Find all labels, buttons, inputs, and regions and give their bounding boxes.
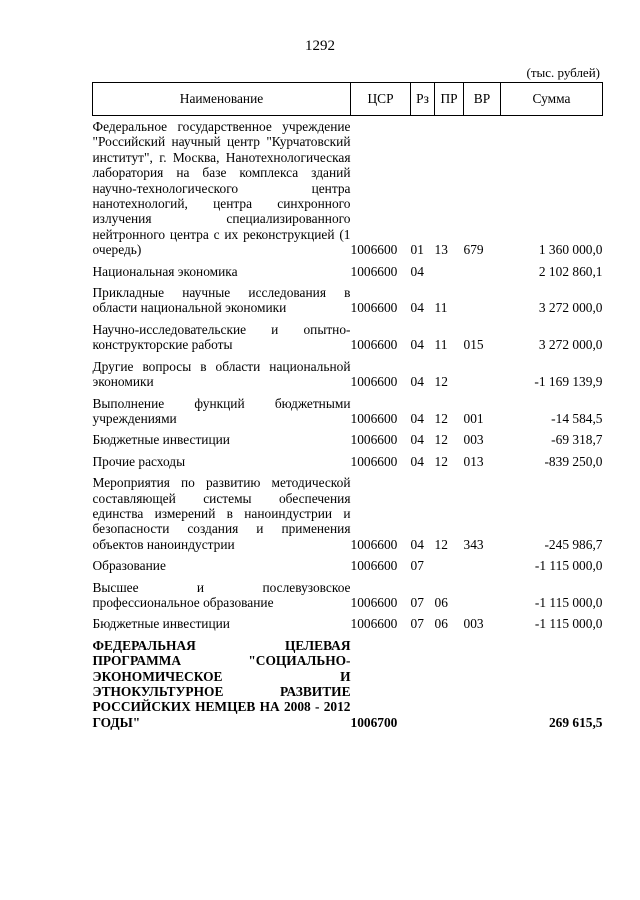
row-rz: 04 [410, 374, 424, 390]
header-sum: Сумма [501, 83, 603, 116]
row-name: Образование [92, 558, 166, 574]
row-csr: 1006600 [350, 616, 398, 632]
budget-table [92, 82, 603, 730]
table-row [93, 353, 603, 390]
row-vr: 001 [463, 410, 484, 426]
table-row [93, 448, 603, 469]
row-name: Бюджетные инвестиции [92, 432, 230, 448]
row-pr: 11 [434, 337, 448, 353]
row-vr [464, 258, 501, 279]
row-pr: 12 [434, 453, 448, 469]
row-name: Прочие расходы [92, 453, 186, 469]
row-pr: 12 [434, 432, 448, 448]
row-csr: 1006600 [350, 374, 398, 390]
header-pr: ПР [435, 83, 464, 116]
row-name: Национальная экономика [92, 263, 238, 279]
units-label: (тыс. рублей) [526, 65, 600, 80]
row-pr: 13 [434, 242, 448, 258]
row-csr: 1006600 [350, 410, 398, 426]
row-csr: 1006600 [350, 453, 398, 469]
row-name: ФЕДЕРАЛЬНАЯ ЦЕЛЕВАЯ ПРОГРАММА "СОЦИАЛЬНО-ЭКОНОМИЧЕСКОЕ И ЭТНОКУЛЬТУРНОЕ РАЗВИТИЕ РОССИЙСКИХ НЕМЦЕВ НА 2008 - 2012 ГОДЫ" [92, 637, 351, 730]
row-csr: 1006600 [350, 300, 398, 316]
row-csr: 1006700 [350, 714, 398, 730]
table-row [93, 469, 603, 552]
row-sum: -14 584,5 [551, 410, 603, 426]
table-row [93, 316, 603, 353]
row-pr: 12 [434, 374, 448, 390]
row-rz: 07 [410, 616, 424, 632]
row-rz: 04 [410, 300, 424, 316]
header-vr: ВР [464, 83, 501, 116]
row-vr: 003 [463, 616, 484, 632]
header-name: Наименование [93, 83, 351, 116]
row-pr [435, 552, 464, 573]
row-vr [464, 552, 501, 573]
table-row [93, 574, 603, 611]
row-vr: 343 [463, 536, 484, 552]
row-sum: -69 318,7 [551, 432, 603, 448]
row-pr: 06 [434, 616, 448, 632]
row-pr: 06 [434, 594, 448, 610]
row-pr [435, 632, 464, 730]
row-name: Высшее и послевузовское профессиональное образование [92, 579, 351, 610]
row-vr: 003 [463, 432, 484, 448]
row-rz: 01 [410, 242, 424, 258]
row-rz: 07 [410, 558, 424, 574]
row-name: Бюджетные инвестиции [92, 616, 230, 632]
table-row [93, 426, 603, 447]
row-csr: 1006600 [350, 337, 398, 353]
row-vr: 679 [463, 242, 484, 258]
row-rz [411, 632, 435, 730]
row-name: Выполнение функций бюджетными учреждениями [92, 395, 351, 426]
row-pr [435, 258, 464, 279]
row-vr [464, 632, 501, 730]
row-name: Научно-исследовательские и опытно-конструкторские работы [92, 321, 351, 353]
table-row [93, 390, 603, 427]
row-pr: 12 [434, 536, 448, 552]
row-sum: -1 115 000,0 [534, 558, 603, 574]
row-csr: 1006600 [350, 432, 398, 448]
table-row [93, 610, 603, 631]
row-name: Другие вопросы в области национальной экономики [92, 358, 351, 390]
row-rz: 04 [410, 337, 424, 353]
row-csr: 1006600 [350, 536, 398, 552]
row-rz: 04 [410, 536, 424, 552]
header-row [93, 83, 603, 116]
row-vr: 015 [463, 337, 484, 353]
row-rz: 04 [410, 410, 424, 426]
table-row [93, 632, 603, 730]
row-csr: 1006600 [350, 594, 398, 610]
row-sum: 269 615,5 [548, 714, 603, 730]
page-number: 1292 [305, 38, 335, 54]
row-rz: 07 [410, 594, 424, 610]
row-name: Прикладные научные исследования в области национальной экономики [92, 285, 351, 316]
row-sum: 2 102 860,1 [538, 263, 603, 279]
row-sum: -839 250,0 [544, 453, 603, 469]
row-csr: 1006600 [350, 263, 398, 279]
table-row [93, 258, 603, 279]
row-pr: 11 [434, 300, 448, 316]
row-rz: 04 [410, 263, 424, 279]
row-rz: 04 [410, 432, 424, 448]
table-header [93, 83, 603, 116]
row-sum: -1 169 139,9 [534, 374, 603, 390]
header-csr: ЦСР [351, 83, 411, 116]
table-row [93, 116, 603, 258]
row-csr: 1006600 [350, 558, 398, 574]
row-sum: 3 272 000,0 [538, 300, 603, 316]
table-row [93, 552, 603, 573]
row-sum: -1 115 000,0 [534, 616, 603, 632]
row-name: Федеральное государственное учреждение "Российский научный центр "Курчатовский институт", г. Москва, Нанотехнологическая лаборатория на базе комплекса зданий научно-технологического центра нанотехнологий, центра синхронного излучения специализированного нейтронного центра с их реконструкцией (1 очередь) [92, 119, 351, 258]
row-vr [464, 279, 501, 316]
row-sum: 3 272 000,0 [538, 337, 603, 353]
row-name: Мероприятия по развитию методической составляющей системы обеспечения единства измерений в наноиндустрии и безопасности создания и применения объектов наноиндустрии [92, 475, 351, 552]
row-csr: 1006600 [350, 242, 398, 258]
header-rz: Рз [411, 83, 435, 116]
table-body [93, 116, 603, 731]
row-rz: 04 [410, 453, 424, 469]
row-sum: -1 115 000,0 [534, 594, 603, 610]
row-vr [464, 353, 501, 390]
row-sum: 1 360 000,0 [538, 242, 603, 258]
row-sum: -245 986,7 [544, 536, 603, 552]
row-pr: 12 [434, 410, 448, 426]
row-vr [464, 574, 501, 611]
row-vr: 013 [463, 453, 484, 469]
table-row [93, 279, 603, 316]
